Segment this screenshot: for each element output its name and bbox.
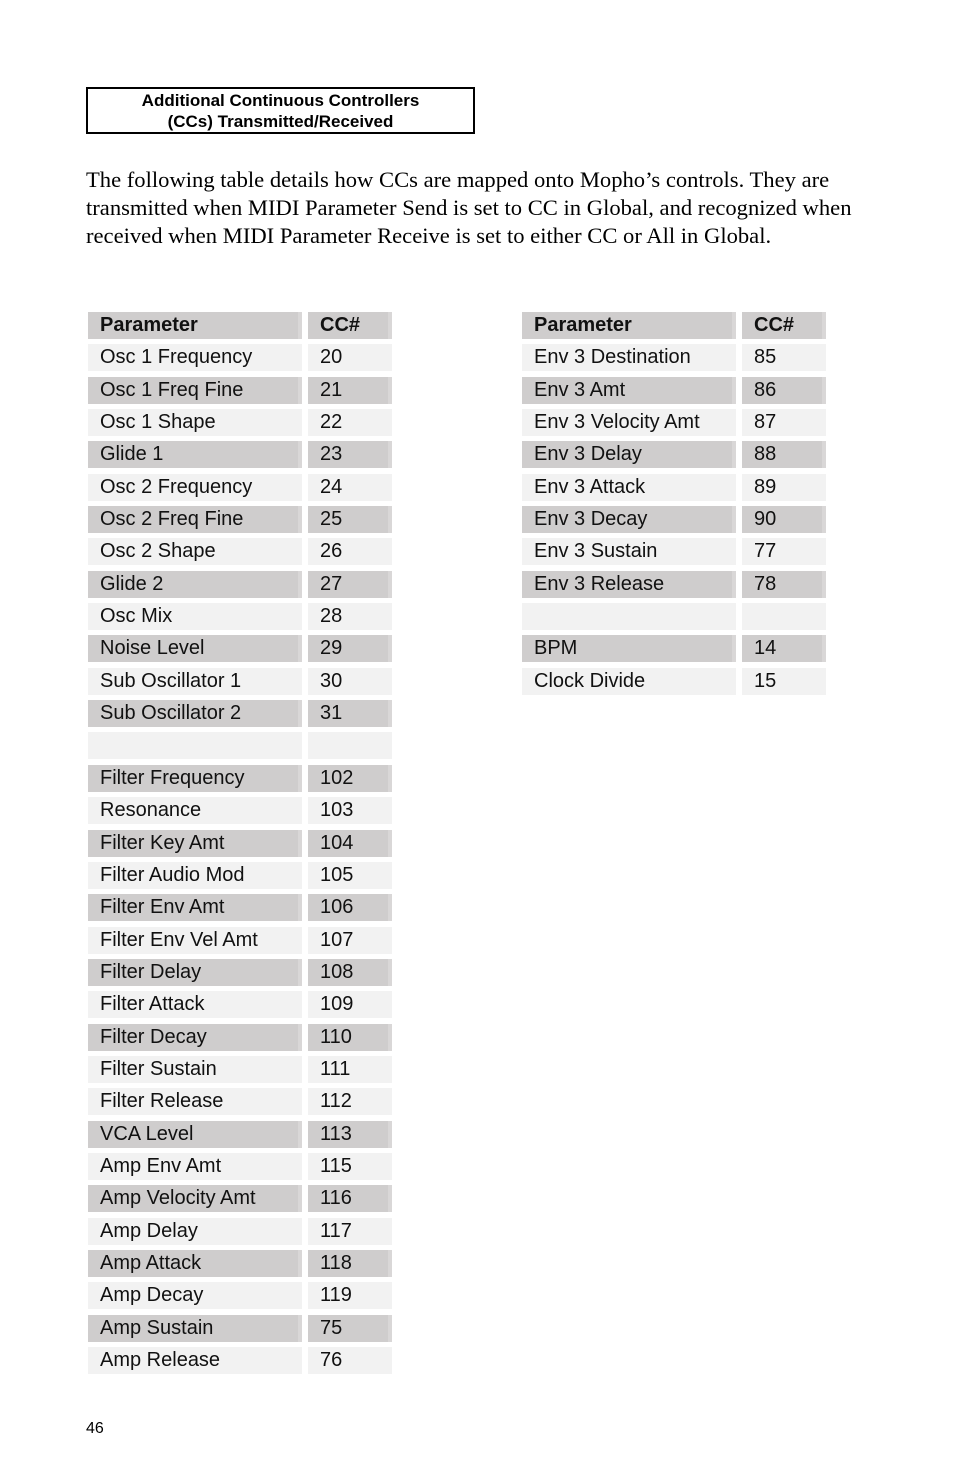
parameter-cell: Osc 2 Freq Fine: [88, 506, 302, 533]
cc-number-cell: 87: [742, 409, 826, 436]
parameter-cell: Osc 1 Shape: [88, 409, 302, 436]
cc-number-cell: 116: [308, 1185, 392, 1212]
cc-number-cell: 21: [308, 377, 392, 404]
parameter-cell: Osc Mix: [88, 603, 302, 630]
cc-number-cell: 86: [742, 377, 826, 404]
parameter-cell: Env 3 Release: [522, 571, 736, 598]
parameter-cell: Clock Divide: [522, 668, 736, 695]
parameter-cell: Filter Decay: [88, 1024, 302, 1051]
table-row: [522, 472, 826, 504]
table-row: [522, 569, 826, 601]
table-row: [522, 633, 826, 665]
parameter-cell: Filter Release: [88, 1088, 302, 1115]
column-header-parameter: Parameter: [522, 312, 736, 339]
parameter-cell: Filter Key Amt: [88, 830, 302, 857]
parameter-cell: Amp Velocity Amt: [88, 1185, 302, 1212]
cc-number-cell: [742, 603, 826, 630]
cc-number-cell: 77: [742, 538, 826, 565]
parameter-cell: Env 3 Delay: [522, 441, 736, 468]
table-row: [88, 1183, 392, 1215]
parameter-cell: Filter Sustain: [88, 1056, 302, 1083]
parameter-cell: [88, 732, 302, 759]
cc-number-cell: 89: [742, 474, 826, 501]
table-row: [88, 1248, 392, 1280]
table-row: [88, 472, 392, 504]
cc-number-cell: 106: [308, 894, 392, 921]
table-row: [88, 698, 392, 730]
parameter-cell: Filter Env Amt: [88, 894, 302, 921]
cc-number-cell: 25: [308, 506, 392, 533]
parameter-cell: Amp Delay: [88, 1218, 302, 1245]
table-row: [88, 1345, 392, 1377]
cc-number-cell: 24: [308, 474, 392, 501]
cc-number-cell: 119: [308, 1282, 392, 1309]
table-row: [522, 536, 826, 568]
cc-number-cell: 27: [308, 571, 392, 598]
table-row: [522, 342, 826, 374]
table-row: [88, 342, 392, 374]
parameter-cell: Amp Release: [88, 1347, 302, 1374]
cc-number-cell: 20: [308, 344, 392, 371]
parameter-cell: Env 3 Velocity Amt: [522, 409, 736, 436]
table-spacer-row: [88, 730, 392, 762]
cc-number-cell: 113: [308, 1121, 392, 1148]
cc-number-cell: 88: [742, 441, 826, 468]
parameter-cell: Filter Frequency: [88, 765, 302, 792]
cc-number-cell: 26: [308, 538, 392, 565]
table-row: [88, 407, 392, 439]
cc-number-cell: 15: [742, 668, 826, 695]
table-row: [88, 633, 392, 665]
parameter-cell: Glide 1: [88, 441, 302, 468]
section-heading-line-2: (CCs) Transmitted/Received: [167, 111, 394, 131]
parameter-cell: Env 3 Destination: [522, 344, 736, 371]
parameter-cell: Resonance: [88, 797, 302, 824]
table-row: [522, 439, 826, 471]
parameter-cell: Glide 2: [88, 571, 302, 598]
table-row: [88, 860, 392, 892]
parameter-cell: Filter Audio Mod: [88, 862, 302, 889]
cc-number-cell: 76: [308, 1347, 392, 1374]
cc-number-cell: 29: [308, 635, 392, 662]
cc-number-cell: 31: [308, 700, 392, 727]
cc-number-cell: 105: [308, 862, 392, 889]
column-header-parameter: Parameter: [88, 312, 302, 339]
parameter-cell: Amp Decay: [88, 1282, 302, 1309]
table-row: [88, 1313, 392, 1345]
table-row: [88, 892, 392, 924]
cc-number-cell: [308, 732, 392, 759]
parameter-cell: Amp Env Amt: [88, 1153, 302, 1180]
cc-number-cell: 103: [308, 797, 392, 824]
table-row: [88, 1280, 392, 1312]
cc-number-cell: 102: [308, 765, 392, 792]
parameter-cell: BPM: [522, 635, 736, 662]
table-row: [88, 1086, 392, 1118]
parameter-cell: [522, 603, 736, 630]
table-row: [88, 375, 392, 407]
cc-number-cell: 90: [742, 506, 826, 533]
cc-number-cell: 112: [308, 1088, 392, 1115]
cc-number-cell: 104: [308, 830, 392, 857]
parameter-cell: VCA Level: [88, 1121, 302, 1148]
table-row: [88, 828, 392, 860]
parameter-cell: Filter Attack: [88, 991, 302, 1018]
parameter-cell: Env 3 Decay: [522, 506, 736, 533]
section-heading: [86, 87, 475, 134]
cc-number-cell: 109: [308, 991, 392, 1018]
table-header-row: [88, 310, 392, 342]
table-row: [522, 666, 826, 698]
table-spacer-row: [522, 601, 826, 633]
parameter-cell: Osc 2 Frequency: [88, 474, 302, 501]
table-row: [88, 601, 392, 633]
section-heading-line-1: Additional Continuous Controllers: [141, 90, 420, 110]
cc-number-cell: 78: [742, 571, 826, 598]
parameter-cell: Sub Oscillator 1: [88, 668, 302, 695]
table-row: [88, 957, 392, 989]
table-row: [88, 569, 392, 601]
table-row: [88, 925, 392, 957]
parameter-cell: Filter Env Vel Amt: [88, 927, 302, 954]
cc-number-cell: 30: [308, 668, 392, 695]
cc-table-right: [522, 310, 826, 698]
table-row: [88, 666, 392, 698]
table-row: [522, 407, 826, 439]
table-row: [522, 375, 826, 407]
column-header-cc: CC#: [742, 312, 826, 339]
cc-number-cell: 108: [308, 959, 392, 986]
table-row: [88, 1216, 392, 1248]
cc-number-cell: 111: [308, 1056, 392, 1083]
cc-number-cell: 22: [308, 409, 392, 436]
table-row: [88, 1119, 392, 1151]
table-row: [88, 1054, 392, 1086]
parameter-cell: Noise Level: [88, 635, 302, 662]
table-row: [522, 504, 826, 536]
table-row: [88, 763, 392, 795]
parameter-cell: Sub Oscillator 2: [88, 700, 302, 727]
page-number: 46: [86, 1420, 104, 1437]
parameter-cell: Osc 1 Frequency: [88, 344, 302, 371]
table-row: [88, 504, 392, 536]
cc-number-cell: 110: [308, 1024, 392, 1051]
parameter-cell: Osc 2 Shape: [88, 538, 302, 565]
parameter-cell: Env 3 Amt: [522, 377, 736, 404]
intro-paragraph: The following table details how CCs are mapped onto Mopho’s controls. They are transmitted when MIDI Parameter Send is set to CC in Global, and recognized when received when MIDI Parameter Receive is set to either CC or All in Global.: [86, 167, 852, 248]
table-row: [88, 439, 392, 471]
parameter-cell: Amp Sustain: [88, 1315, 302, 1342]
table-row: [88, 795, 392, 827]
table-row: [88, 989, 392, 1021]
table-header-row: [522, 310, 826, 342]
cc-number-cell: 107: [308, 927, 392, 954]
column-header-cc: CC#: [308, 312, 392, 339]
cc-number-cell: 118: [308, 1250, 392, 1277]
parameter-cell: Env 3 Sustain: [522, 538, 736, 565]
cc-number-cell: 115: [308, 1153, 392, 1180]
cc-number-cell: 28: [308, 603, 392, 630]
parameter-cell: Env 3 Attack: [522, 474, 736, 501]
table-row: [88, 1022, 392, 1054]
parameter-cell: Osc 1 Freq Fine: [88, 377, 302, 404]
cc-number-cell: 85: [742, 344, 826, 371]
cc-number-cell: 75: [308, 1315, 392, 1342]
cc-table-left: [88, 310, 392, 1377]
cc-number-cell: 117: [308, 1218, 392, 1245]
cc-number-cell: 23: [308, 441, 392, 468]
table-row: [88, 1151, 392, 1183]
parameter-cell: Filter Delay: [88, 959, 302, 986]
table-row: [88, 536, 392, 568]
cc-number-cell: 14: [742, 635, 826, 662]
parameter-cell: Amp Attack: [88, 1250, 302, 1277]
